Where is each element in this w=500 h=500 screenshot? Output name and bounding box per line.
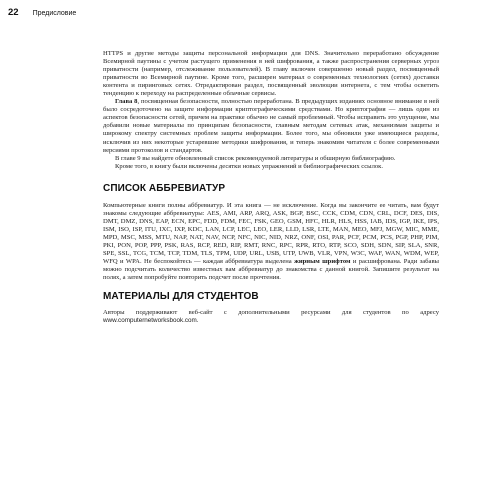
student-materials-heading: МАТЕРИАЛЫ ДЛЯ СТУДЕНТОВ	[103, 291, 259, 303]
paragraph-text: HTTPS и другие методы защиты персональной информации для DNS. Значительно переработано обсуждение Всемирной паутины с учетом растущего применения в ней шифрования, а также распространения серверных угроз приватности (например, отслеживание пользователей). В главу включен совершенно новый раздел, посвященный приватности во Всемирной паутине. Кроме того, расширен материал о современных технологиях (сетях) доставки контента и пиринговых сетях. Отредактирован раздел, посвященный эволюции интернета, с тем чтобы осветить тенденцию к переходу на распределенные облачные сервисы.	[103, 50, 439, 98]
chapter-8-reference: Глава 8	[115, 98, 138, 106]
running-title: Предисловие	[32, 10, 77, 17]
paragraph-text: Кроме того, в книгу были включены десятки новых упражнений и библиографических ссылок.	[115, 162, 384, 170]
paragraph-chapter-8	[103, 98, 439, 154]
paragraph-chapter-9	[103, 155, 439, 163]
paragraph-exercises	[103, 163, 439, 171]
paragraph-text: .	[196, 317, 199, 325]
page-header	[8, 7, 76, 21]
bold-font-phrase: жирным шрифтом	[294, 258, 351, 266]
paragraph-https	[103, 50, 439, 98]
paragraph-text: и расшифрована. Ради забавы можно подсчитать количество известных вам аббревиатур до знакомства с данной книгой. Запишите результат на полях, а затем попробуйте повторить подсчет после прочтения.	[103, 258, 439, 282]
paragraph-text: В главе 9 вы найдете обновленный список рекомендуемой литературы и обширную библиографию.	[115, 154, 396, 162]
website-url: www.computernetworksbook.com	[103, 317, 197, 325]
paragraph-student-materials	[103, 309, 439, 325]
paragraph-text: Компьютерные книги полны аббревиатур. И эта книга — не исключение. Когда вы закончите ее читать, вам будут знакомы следующие аббревиатуры: AES, AMI, ARP, ARQ, ASK, BGP, BSC, CCK, CDM, CDN, CRL, DCF, DES, DIS, DMT, DMZ, DNS, EAP, ECN, EPC, FDD, FDM, FEC, FSK, GEO, GSM, HFC, HLR, HLS, HSS, IAB, IDS, IGP, IKE, IPS, ISM, ISO, ISP, ITU, IXC, IXP, KDC, LAN, LCP, LEC, LEO, LER, LLD, LSR, LTE, MAN, MEO, MFJ, MGW, MIC, MME, MPD, MSC, MSS, MTU, NAP, NAT, NAV, NCP, NFC, NIC, NID, NRZ, ONF, OSI, PAR, PCF, PCM, PCS, PGP, PHP, PIM, PKI, PON, POP, PPP, PSK, RAS, RCP, RED, RIP, RMT, RNC, RPC, RPR, RTO, RTP, SCO, SDH, SDN, SIP, SLA, SNR, SPE, SSL, TCG, TCM, TCP, TDM, TLS, TPM, UDP, URL, USB, UTP, UWB, VLR, VPN, W3C, WAF, WAN, WDM, WEP, WFQ и WPA. Не беспокойтесь — каждая аббревиатура выделена	[103, 201, 439, 266]
paragraph-text: , посвященная безопасности, полностью переработана. В предыдущих изданиях основное внимание в ней было сосредоточено на защите информации криптографическими средствами. Но криптография — лишь один из аспектов безопасности сетей, причем на практике обычно не самый проблемный. Чтобы исправить это упущение, мы добавили новые материалы по принципам безопасности, главным методам сетевых атак, механизмам защиты и широкому спектру системных проблем защиты информации. Более того, мы обновили уже имеющиеся разделы, исключив из них некоторые устаревшие методики шифрования, и теперь знакомим читателя с более современными версиями протоколов и стандартов.	[103, 98, 440, 154]
page-number: 22	[8, 7, 19, 18]
paragraph-abbreviations	[103, 202, 439, 282]
paragraph-text: Авторы поддерживают веб-сайт с дополнительными ресурсами для студентов по адресу	[103, 309, 439, 317]
abbreviations-heading: СПИСОК АББРЕВИАТУР	[103, 182, 226, 194]
page-body	[103, 50, 439, 325]
